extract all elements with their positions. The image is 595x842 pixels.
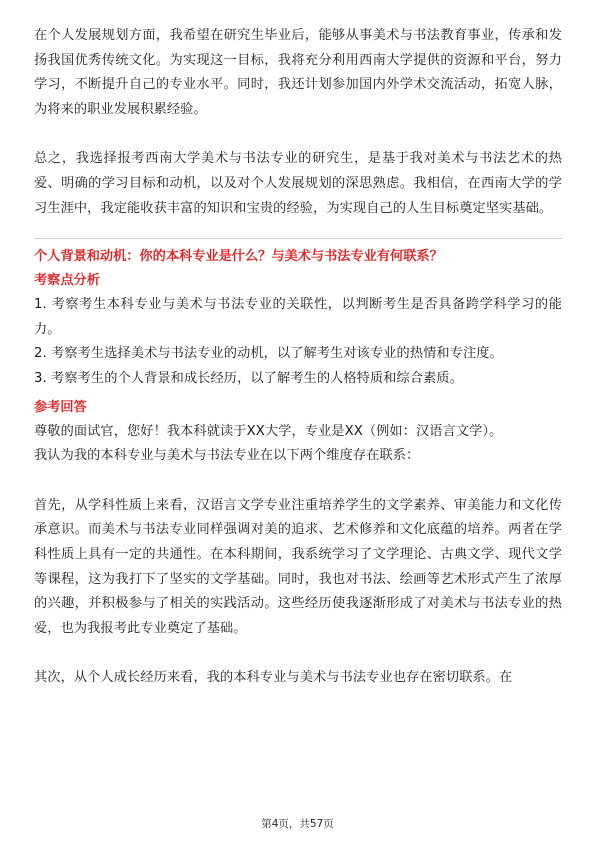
paragraph-career-plan: 在个人发展规划方面，我希望在研究生毕业后，能够从事美术与书法教育事业，传承和发扬我国优秀传统文化。为实现这一目标，我将充分利用西南大学提供的资源和平台，努力学习，不断提升自己的专业水平。同时，我还计划参加国内外学术交流活动，拓宽人脉，为将来的职业发展积累经验。 [34,28,562,117]
document-page [34,24,562,691]
section-divider [34,238,562,239]
paragraph-summary: 总之，我选择报考西南大学美术与书法专业的研究生，是基于我对美术与书法艺术的热爱、明确的学习目标和动机，以及对个人发展规划的深思熟虑。我相信，在西南大学的学习生涯中，我定能收获丰富的知识和宝贵的经验，为实现自己的人生目标奠定坚实基础。 [34,151,562,216]
analysis-list [34,293,562,391]
page-number: 第4页，共57页 [261,818,334,830]
question-heading: 个人背景和动机：你的本科专业是什么？与美术与书法专业有何联系？ [34,249,443,265]
answer-paragraph-first: 首先，从学科性质上来看，汉语言文学专业注重培养学生的文学素养、审美能力和文化传承意识。而美术与书法专业同样强调对美的追求、艺术修养和文化底蕴的培养。两者在学科性质上具有一定的共通性。在本科期间，我系统学习了文学理论、古典文学、现代文学等课程，这为我打下了坚实的文学基础。同时，我也对书法、绘画等艺术形式产生了浓厚的兴趣，并积极参与了相关的实践活动。这些经历使我逐渐形成了对美术与书法专业的热爱，也为我报考此专业奠定了基础。 [34,497,562,636]
answer-title: 参考回答 [34,399,87,415]
answer-greeting: 尊敬的面试官，您好！我本科就读于XX大学，专业是XX（例如：汉语言文学）。 [34,423,503,439]
analysis-title: 考察点分析 [34,273,100,289]
analysis-item: 1. 考察考生本科专业与美术与书法专业的关联性，以判断考生是否具备跨学科学习的能力。 [34,297,562,337]
analysis-item: 3. 考察考生的个人背景和成长经历，以了解考生的人格特质和综合素质。 [34,370,463,386]
answer-paragraph-second: 其次，从个人成长经历来看，我的本科专业与美术与书法专业也存在密切联系。在 [34,670,513,686]
answer-intro: 我认为我的本科专业与美术与书法专业在以下两个维度存在联系： [34,448,420,464]
analysis-item: 2. 考察考生选择美术与书法专业的动机，以了解考生对该专业的热情和专注度。 [34,346,503,362]
